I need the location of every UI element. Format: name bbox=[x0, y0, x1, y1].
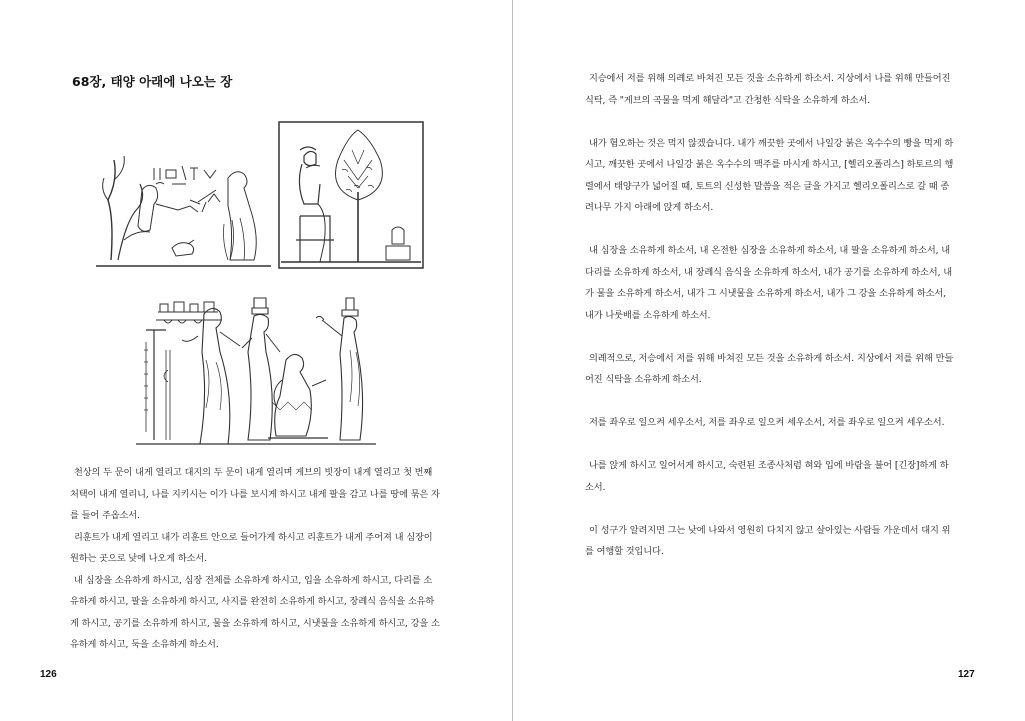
page-gutter bbox=[512, 0, 513, 721]
papyrus-vignette-illustration bbox=[96, 120, 426, 272]
page-number-left: 126 bbox=[40, 669, 57, 680]
paragraph: 리훈트가 내게 열리고 내가 리훈트 안으로 들어가게 하시고 리훈트가 내게 주어져 내 심장이 원하는 곳으로 낮에 나오게 하소서. bbox=[70, 531, 433, 564]
chapter-title: 68장, 태양 아래에 나오는 장 bbox=[72, 74, 233, 89]
paragraph: 내 심장을 소유하게 하소서, 내 온전한 심장을 소유하게 하소서, 내 팔을 소유하게 하소서, 내 다리를 소유하게 하소서, 내 장례식 음식을 소유하게 하소서, 내가 공기를 소유하게 하소서, 내가 물을 소유하게 하소서, 내가 그 시냇물을 소유하게 하소서, 내가 그 강을 소유하게 하소서, 내가 나룻배를 소유하게 하소서. bbox=[585, 245, 952, 321]
offering-scene-illustration bbox=[136, 290, 386, 446]
paragraph: 내 심장을 소유하게 하시고, 심장 전체를 소유하게 하시고, 입을 소유하게 하시고, 다리를 소유하게 하시고, 팔을 소유하게 하시고, 사지를 완전히 소유하게 하시고, 장례식 음식을 소유하게 하시고, 공기를 소유하게 하시고, 물을 소유하게 하시고, 시냇물을 소유하게 하시고, 강을 소유하게 하시고, 둑을 소유하게 하소서. bbox=[70, 574, 440, 650]
paragraph: 천상의 두 문이 내게 열리고 대지의 두 문이 내게 열리며 게브의 빗장이 내게 열리고 첫 번째 처택이 내게 열리니, 나를 지키시는 이가 나를 보시게 하시고 내게 팔을 감고 나를 땅에 묶은 자를 들어 주옵소서. bbox=[70, 467, 440, 521]
paragraph: 나를 앉게 하시고 일어서게 하시고, 숙련된 조종사처럼 혀와 입에 바람을 불어 [긴장]하게 하소서. bbox=[585, 460, 949, 493]
paragraph: 저를 좌우로 일으켜 세우소서, 저를 좌우로 일으켜 세우소서, 저를 좌우로 일으켜 세우소서. bbox=[589, 417, 945, 428]
right-body-text bbox=[585, 68, 955, 563]
paragraph: 지승에서 저를 위해 의례로 바쳐진 모든 것을 소유하게 하소서. 지상에서 나를 위해 만들어진 식탁, 즉 "게브의 곡물을 먹게 해달라"고 간청한 식탁을 소유하게 하소서. bbox=[585, 73, 951, 106]
paragraph: 이 성구가 알려지면 그는 낮에 나와서 영원히 다치지 않고 살아있는 사람들 가운데서 대지 위를 여행할 것입니다. bbox=[585, 524, 951, 557]
left-body-text bbox=[70, 462, 440, 656]
page-number-right: 127 bbox=[958, 669, 975, 680]
paragraph: 내가 혐오하는 것은 먹지 않겠습니다. 내가 깨끗한 곳에서 나일강 붉은 옥수수의 빵을 먹게 하시고, 깨끗한 곳에서 나일강 붉은 옥수수의 맥주를 마시게 하시고, [헬리오폴리스] 하토르의 행렬에서 태양구가 넓어질 때, 토트의 신성한 말씀을 적은 글을 가지고 헬리오폴리스로 갈 때 종려나무 가지 아래에 앉게 하소서. bbox=[585, 137, 954, 213]
paragraph: 의례적으로, 저승에서 저를 위해 바쳐진 모든 것을 소유하게 하소서. 지상에서 저를 위해 만들어진 식탁을 소유하게 하소서. bbox=[585, 352, 954, 385]
